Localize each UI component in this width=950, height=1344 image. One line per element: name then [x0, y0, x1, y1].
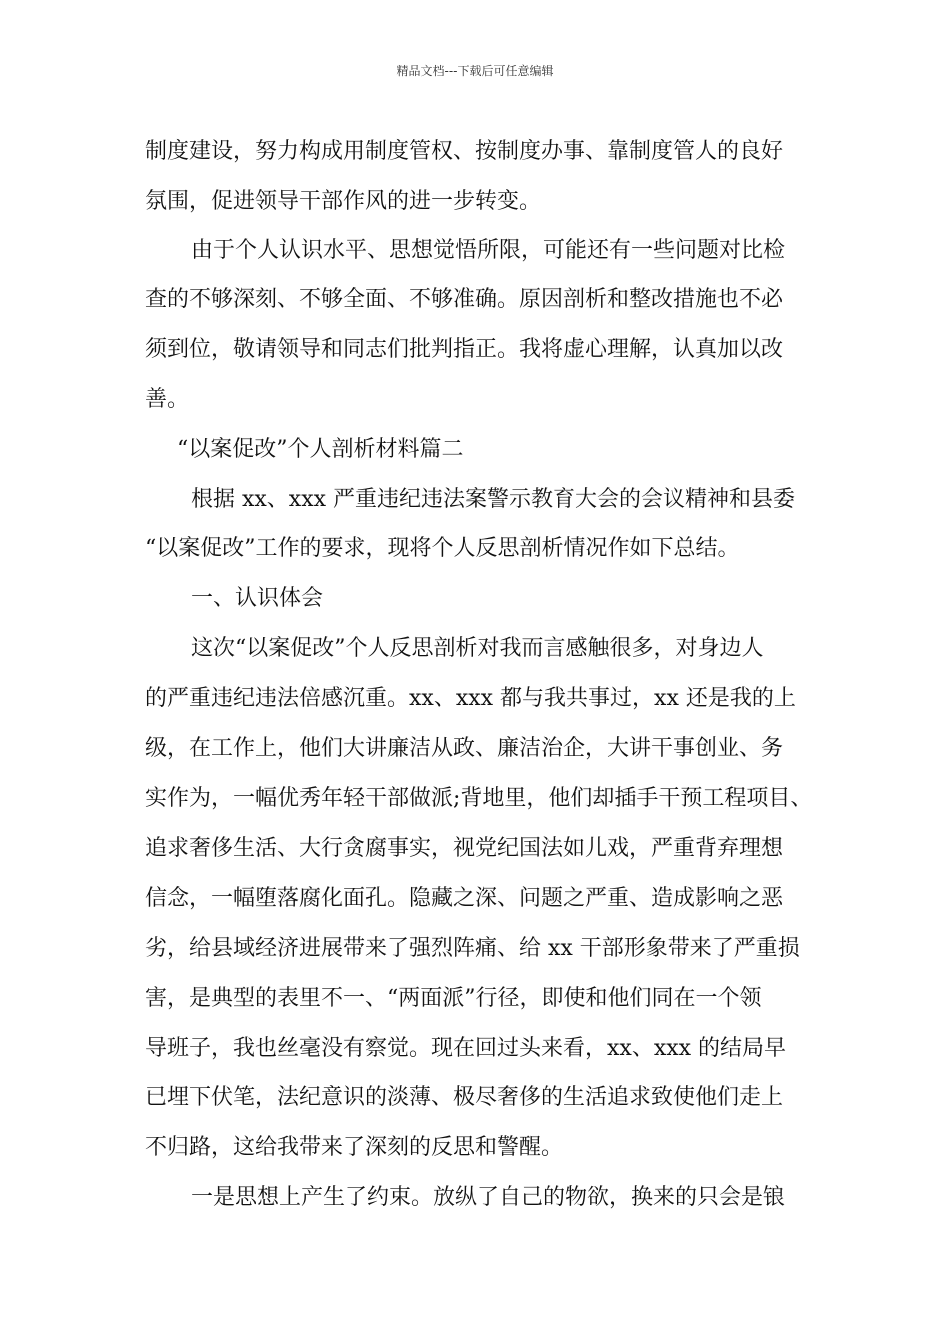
- text-line: 已埋下伏笔，法纪意识的淡薄、极尽奢侈的生活追求致使他们走上: [145, 1085, 784, 1110]
- text-line: 这次“以案促改”个人反思剖析对我而言感触很多，对身边人: [191, 636, 764, 661]
- text-line: 根据 xx、xxx 严重违纪违法案警示教育大会的会议精神和县委: [191, 487, 796, 512]
- text-line: 由于个人认识水平、思想觉悟所限，可能还有一些问题对比检: [191, 238, 786, 263]
- text-line: 害，是典型的表里不一、“两面派”行径，即使和他们同在一个领: [145, 986, 762, 1011]
- text-line: 级，在工作上，他们大讲廉洁从政、廉洁治企，大讲干事创业、务: [145, 736, 784, 761]
- text-line: 导班子，我也丝毫没有察觉。现在回过头来看，xx、xxx 的结局早: [145, 1036, 787, 1061]
- text-line: 氛围，促进领导干部作风的进一步转变。: [145, 189, 542, 214]
- text-line: 劣，给县域经济进展带来了强烈阵痛、给 xx 干部形象带来了严重损: [145, 936, 800, 961]
- text-line: 查的不够深刻、不够全面、不够准确。原因剖析和整改措施也不必: [145, 287, 784, 312]
- text-line: 须到位，敬请领导和同志们批判指正。我将虚心理解，认真加以改: [145, 337, 784, 362]
- section-heading: 一、认识体会: [191, 586, 324, 611]
- text-line: 追求奢侈生活、大行贪腐事实，视党纪国法如儿戏，严重背弃理想: [145, 836, 784, 861]
- text-line: 实作为，一幅优秀年轻干部做派;背地里，他们却插手干预工程项目、: [145, 786, 813, 811]
- text-line: 善。: [145, 387, 190, 412]
- text-line: 信念，一幅堕落腐化面孔。隐藏之深、问题之严重、造成影响之恶: [145, 886, 784, 911]
- text-line: “以案促改”工作的要求，现将个人反思剖析情况作如下总结。: [145, 536, 740, 561]
- text-line: 制度建设，努力构成用制度管权、按制度办事、靠制度管人的良好: [145, 139, 784, 164]
- text-line: 不归路，这给我带来了深刻的反思和警醒。: [145, 1135, 564, 1160]
- text-line: 的严重违纪违法倍感沉重。xx、xxx 都与我共事过，xx 还是我的上: [145, 686, 796, 711]
- page-header: 精品文档---下载后可任意编辑: [396, 64, 554, 78]
- text-line: 一是思想上产生了约束。放纵了自己的物欲，换来的只会是锒: [191, 1185, 786, 1210]
- section-title: “以案促改”个人剖析材料篇二: [177, 437, 464, 462]
